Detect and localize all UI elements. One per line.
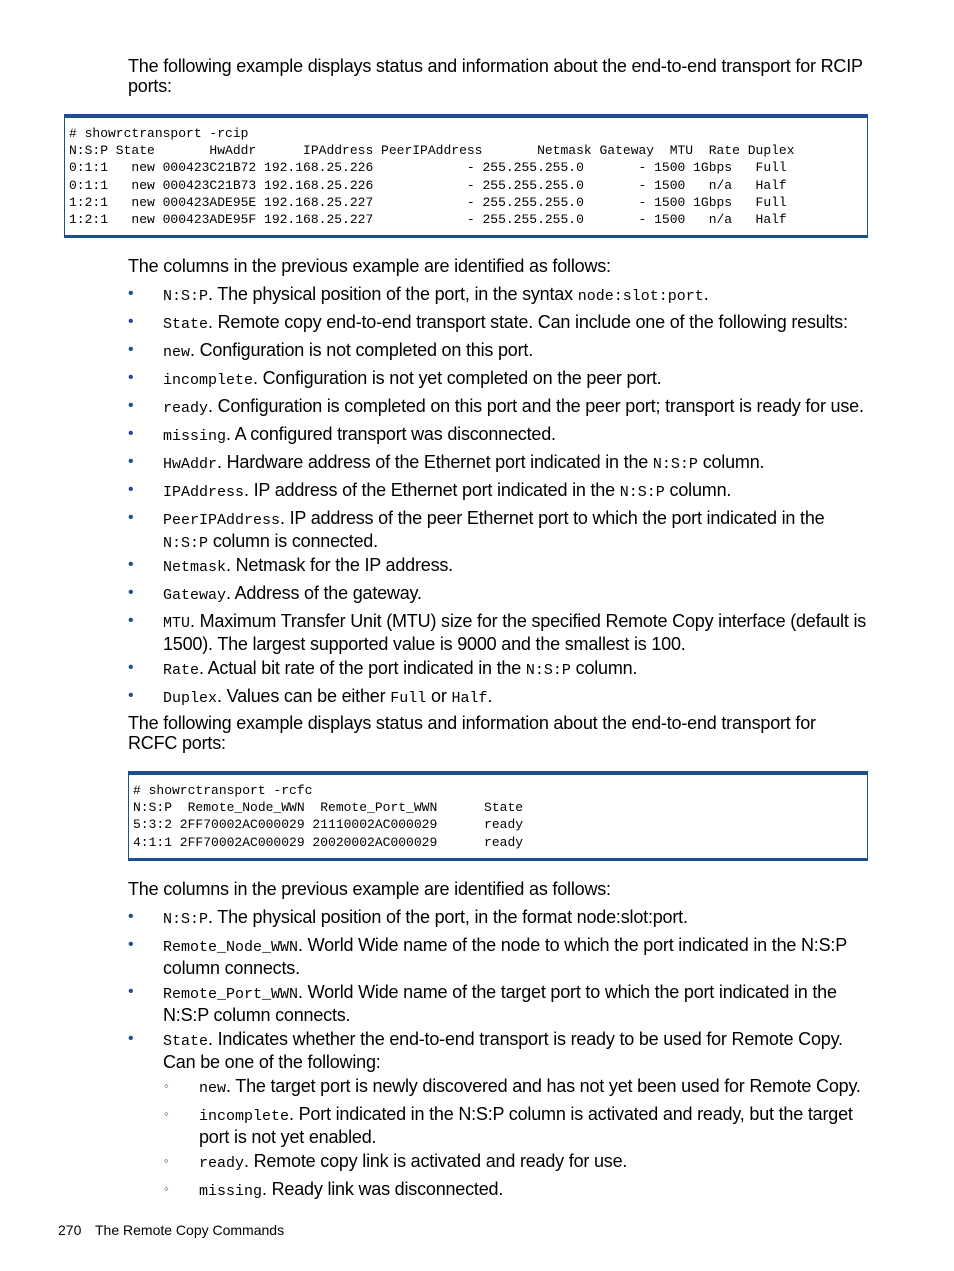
item-text: . Values can be either <box>217 686 391 706</box>
inline-code: new <box>199 1080 227 1097</box>
list-item-text <box>163 396 868 419</box>
item-text: . Actual bit rate of the port indicated in the <box>199 658 526 678</box>
inline-code: MTU <box>163 615 191 632</box>
sub-list-item-text <box>199 1076 868 1099</box>
footer-section-title: The Remote Copy Commands <box>95 1222 285 1238</box>
page-footer <box>58 1222 294 1238</box>
item-text: . Hardware address of the Ethernet port indicated in the <box>217 452 653 472</box>
sub-list-item-text <box>199 1104 868 1147</box>
list-item-text <box>163 658 868 681</box>
columns-intro-rcfc: The columns in the previous example are identified as follows: <box>128 879 611 899</box>
list-item-text <box>163 583 868 606</box>
inline-code: node:slot:port <box>577 288 704 305</box>
inline-code: incomplete <box>163 372 254 389</box>
inline-code: N:S:P <box>619 484 665 501</box>
circle-bullet-icon: ◦ <box>164 1153 169 1168</box>
inline-code: Remote_Node_WWN <box>163 939 299 956</box>
item-text: . <box>703 284 709 304</box>
bullet-icon: • <box>128 285 134 302</box>
item-text: . IP address of the peer Ethernet port to which the port indicated in the <box>280 508 825 528</box>
bullet-icon: • <box>128 481 134 498</box>
circle-bullet-icon: ◦ <box>164 1106 169 1121</box>
item-text: . Maximum Transfer Unit (MTU) size for the specified Remote Copy interface (default is 1500). The largest supported value is 9000 and the smallest is 100. <box>163 611 867 654</box>
item-text: . World Wide name of the target port to which the port indicated in the N:S:P column connects. <box>163 982 837 1025</box>
item-text: . Configuration is not completed on this port. <box>190 340 534 360</box>
inline-code: N:S:P <box>525 662 571 679</box>
item-text: or <box>426 686 452 706</box>
inline-code: Rate <box>163 662 200 679</box>
bullet-icon: • <box>128 584 134 601</box>
inline-code: missing <box>163 428 227 445</box>
bullet-icon: • <box>128 687 134 704</box>
bullet-icon: • <box>128 397 134 414</box>
inline-code: Duplex <box>163 690 218 707</box>
inline-code: N:S:P <box>652 456 698 473</box>
bullet-icon: • <box>128 936 134 953</box>
intro-rcip: The following example displays status and information about the end-to-end transport for RCIP ports: <box>128 56 863 96</box>
inline-code: incomplete <box>199 1108 290 1125</box>
bullet-icon: • <box>128 612 134 629</box>
circle-bullet-icon: ◦ <box>164 1181 169 1196</box>
list-item-text <box>163 935 868 978</box>
inline-code: N:S:P <box>163 535 209 552</box>
inline-code: Full <box>390 690 427 707</box>
list-item-text <box>163 480 868 503</box>
bullet-icon: • <box>128 341 134 358</box>
columns-intro-rcip: The columns in the previous example are identified as follows: <box>128 256 611 276</box>
item-text: . Configuration is completed on this port and the peer port; transport is ready for use. <box>208 396 864 416</box>
inline-code: Gateway <box>163 587 227 604</box>
list-item-text <box>163 686 868 709</box>
item-text: column. <box>664 480 732 500</box>
inline-code: missing <box>199 1183 263 1200</box>
inline-code: Half <box>451 690 488 707</box>
inline-code: N:S:P <box>163 911 209 928</box>
list-item-text <box>163 312 868 335</box>
inline-code: IPAddress <box>163 484 245 501</box>
bullet-icon: • <box>128 425 134 442</box>
code-block-rcfc <box>128 771 868 861</box>
bullet-icon: • <box>128 908 134 925</box>
list-item-text <box>163 907 868 930</box>
bullet-icon: • <box>128 1030 134 1047</box>
inline-code: State <box>163 1033 209 1050</box>
list-item-text <box>163 555 868 578</box>
page-number: 270 <box>58 1222 82 1238</box>
item-text: . The physical position of the port, in the syntax <box>208 284 578 304</box>
list-item-text <box>163 611 868 654</box>
bullet-icon: • <box>128 983 134 1000</box>
item-text: . IP address of the Ethernet port indicated in the <box>244 480 620 500</box>
item-text: column is connected. <box>208 531 378 551</box>
inline-code: ready <box>163 400 209 417</box>
code-rcfc: # showrctransport -rcfc N:S:P Remote_Node_WWN Remote_Port_WWN State 5:3:2 2FF70002AC000029 21110002AC000029 ready 4:1:1 2FF70002AC000029 20020002AC000029 ready <box>133 783 524 850</box>
item-text: . Remote copy end-to-end transport state. Can include one of the following results: <box>208 312 848 332</box>
inline-code: N:S:P <box>163 288 209 305</box>
list-item-text <box>163 424 868 447</box>
inline-code: PeerIPAddress <box>163 512 281 529</box>
sub-list-item-text <box>199 1151 868 1174</box>
item-text: . Indicates whether the end-to-end transport is ready to be used for Remote Copy. Can be one of the following: <box>163 1029 843 1072</box>
item-text: . A configured transport was disconnected. <box>226 424 556 444</box>
inline-code: new <box>163 344 191 361</box>
item-text: . Ready link was disconnected. <box>262 1179 504 1199</box>
bullet-icon: • <box>128 453 134 470</box>
intro-rcfc: The following example displays status and information about the end-to-end transport for RCFC ports: <box>128 713 816 753</box>
inline-code: HwAddr <box>163 456 218 473</box>
list-item-text <box>163 508 868 554</box>
list-item-text <box>163 284 868 307</box>
list-item-text <box>163 340 868 363</box>
item-text: . World Wide name of the node to which the port indicated in the N:S:P column connects. <box>163 935 847 978</box>
circle-bullet-icon: ◦ <box>164 1078 169 1093</box>
item-text: . <box>487 686 493 706</box>
item-text: . Netmask for the IP address. <box>226 555 453 575</box>
code-rcip: # showrctransport -rcip N:S:P State HwAddr IPAddress PeerIPAddress Netmask Gateway MTU Rate Duplex 0:1:1 new 000423C21B72 192.168.25.226 - 255.255.255.0 - 1500 1Gbps Full 0:1:1 new 000423C21B73 192.168.25.226 - 255.255.255.0 - 1500 n/a Half 1:2:1 new 000423ADE95E 192.168.25.227 - 255.255.255.0 - 1500 1Gbps Full 1:2:1 new 000423ADE95F 192.168.25.227 - 255.255.255.0 - 1500 n/a Half <box>69 126 795 228</box>
inline-code: Remote_Port_WWN <box>163 986 299 1003</box>
item-text: . Port indicated in the N:S:P column is activated and ready, but the target port is not yet enabled. <box>199 1104 853 1147</box>
item-text: column. <box>570 658 638 678</box>
list-item-text <box>163 368 868 391</box>
list-item-text <box>163 1029 868 1072</box>
inline-code: State <box>163 316 209 333</box>
list-item-text <box>163 452 868 475</box>
item-text: . The target port is newly discovered and has not yet been used for Remote Copy. <box>226 1076 861 1096</box>
bullet-icon: • <box>128 509 134 526</box>
bullet-icon: • <box>128 313 134 330</box>
inline-code: Netmask <box>163 559 227 576</box>
item-text: . The physical position of the port, in the format node:slot:port. <box>208 907 688 927</box>
bullet-icon: • <box>128 556 134 573</box>
bullet-icon: • <box>128 659 134 676</box>
item-text: . Address of the gateway. <box>226 583 422 603</box>
bullet-icon: • <box>128 369 134 386</box>
item-text: column. <box>697 452 765 472</box>
sub-list-item-text <box>199 1179 868 1202</box>
item-text: . Remote copy link is activated and ready for use. <box>244 1151 628 1171</box>
code-block-rcip <box>64 114 868 238</box>
list-item-text <box>163 982 868 1025</box>
inline-code: ready <box>199 1155 245 1172</box>
item-text: . Configuration is not yet completed on the peer port. <box>253 368 662 388</box>
